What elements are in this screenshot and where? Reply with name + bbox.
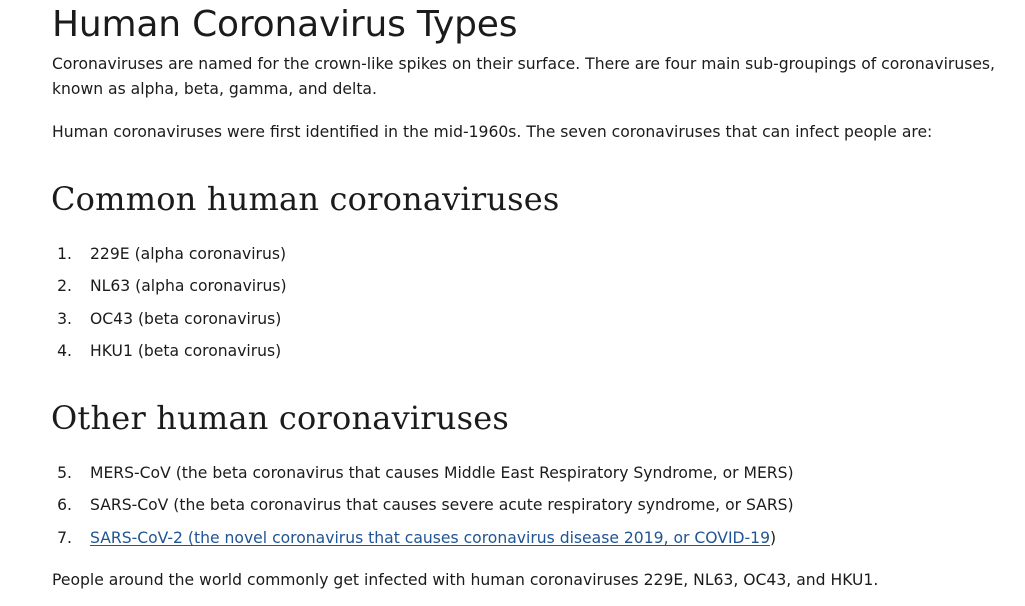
list-item [52,243,287,275]
section-heading-common: Common human coronaviruses [51,180,560,218]
common-coronavirus-list [52,243,287,373]
list-item [52,275,287,307]
intro-paragraph-line-2: known as alpha, beta, gamma, and delta. [52,80,377,98]
list-item-closing-paren: ) [770,528,777,547]
list-item-text: SARS-CoV (the beta coronavirus that causes severe acute respiratory syndrome, or SARS) [90,496,794,515]
intro-paragraph-identified: Human coronaviruses were first identified in the mid-1960s. The seven coronaviruses that can infect people are: [52,123,933,141]
list-item [52,527,794,559]
list-item-number: 6. [57,496,72,515]
other-coronavirus-list [52,462,794,559]
list-item [52,340,287,372]
list-item-number: 2. [57,277,72,296]
list-item [52,308,287,340]
list-item [52,462,794,494]
section-heading-other: Other human coronaviruses [51,399,509,437]
list-item-number: 1. [57,245,72,263]
list-item-number: 3. [57,309,72,328]
list-item-number: 4. [57,342,72,361]
list-item [52,494,794,526]
intro-paragraph-line-1: Coronaviruses are named for the crown-like spikes on their surface. There are four main sub-groupings of coronaviruses, [52,55,996,73]
closing-paragraph: People around the world commonly get infected with human coronaviruses 229E, NL63, OC43, and HKU1. [52,571,879,589]
list-item-text: OC43 (beta coronavirus) [90,309,282,328]
list-item-text: HKU1 (beta coronavirus) [90,342,282,361]
list-item-text: 229E (alpha coronavirus) [90,245,287,263]
list-item-number: 5. [57,464,72,482]
list-item-number: 7. [57,528,72,547]
page-title: Human Coronavirus Types [52,4,518,45]
list-item-text: MERS-CoV (the beta coronavirus that causes Middle East Respiratory Syndrome, or MERS) [90,464,794,482]
list-item-text: NL63 (alpha coronavirus) [90,277,287,296]
sars-cov-2-link[interactable]: SARS-CoV-2 (the novel coronavirus that causes coronavirus disease 2019, or COVID-19 [90,528,771,547]
